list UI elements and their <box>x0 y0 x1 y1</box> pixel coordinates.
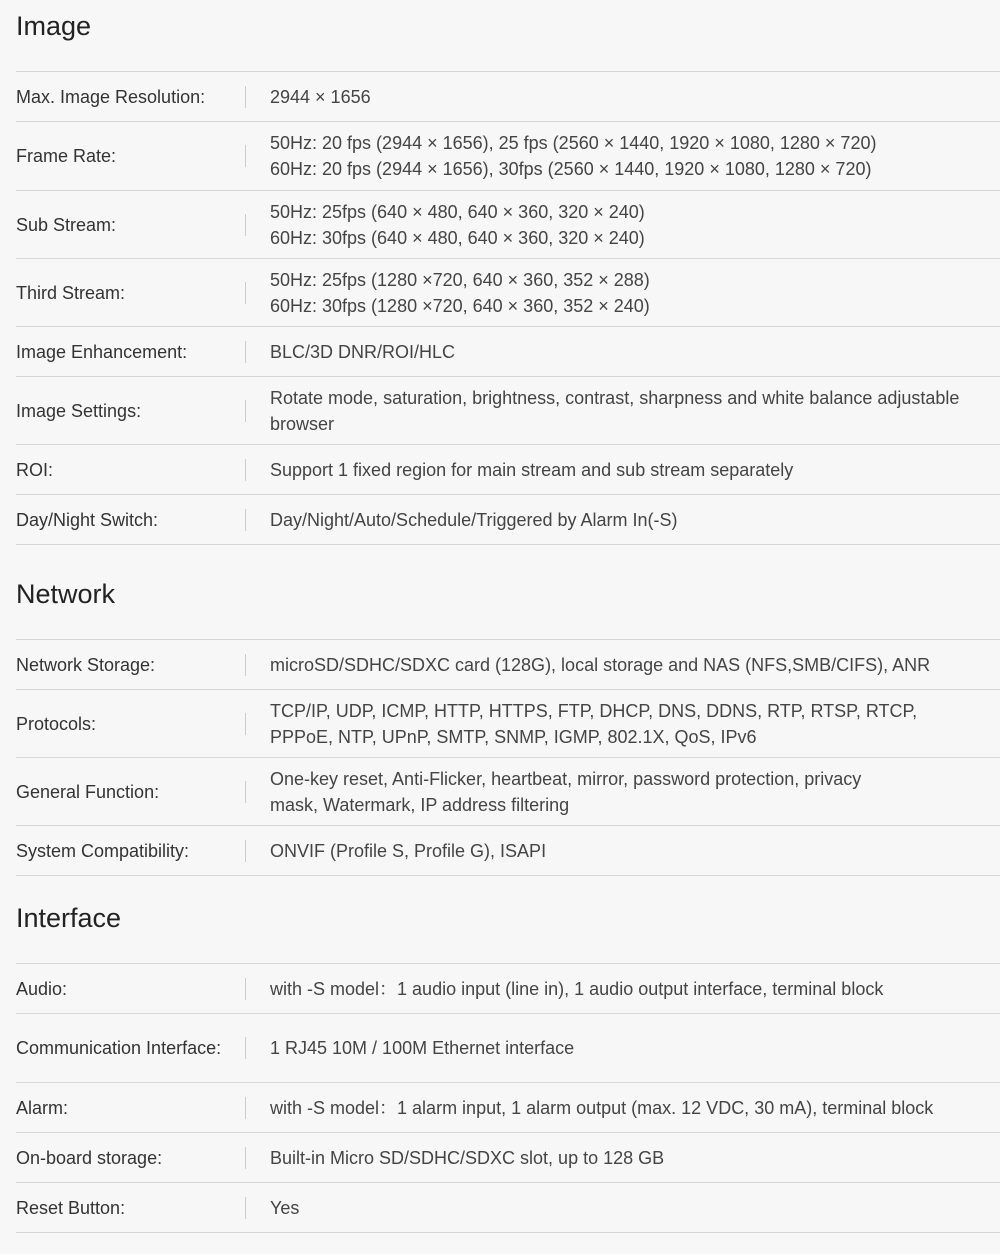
spec-label: Communication Interface: <box>16 1038 222 1058</box>
spec-label: Third Stream: <box>16 282 126 303</box>
spec-value-line: browser <box>270 413 335 434</box>
spec-table-network <box>16 639 1000 876</box>
row-divider <box>245 86 246 108</box>
spec-value <box>246 84 1000 110</box>
row-divider <box>245 654 246 676</box>
spec-value <box>246 1095 1000 1121</box>
spec-label: Sub Stream: <box>16 214 117 235</box>
spec-label: On-board storage: <box>16 1147 163 1168</box>
row-divider <box>245 1097 246 1119</box>
spec-value <box>246 652 1000 678</box>
row-divider <box>245 145 246 167</box>
spec-value-line: 1 RJ45 10M / 100M Ethernet interface <box>270 1038 575 1058</box>
spec-value-line: 2944 × 1656 <box>270 86 371 107</box>
spec-row-image-enhancement <box>16 327 1000 377</box>
spec-value-line: 50Hz: 25fps (640 × 480, 640 × 360, 320 × 240) <box>270 201 645 222</box>
spec-row-max-image-resolution <box>16 72 1000 122</box>
row-divider <box>245 509 246 531</box>
spec-value-line: microSD/SDHC/SDXC card (128G), local storage and NAS (NFS,SMB/CIFS), ANR <box>270 654 931 675</box>
spec-label: System Compatibility: <box>16 840 190 861</box>
spec-value-line: mask, Watermark, IP address filtering <box>270 794 570 815</box>
spec-label: Audio: <box>16 978 68 999</box>
spec-value-line: 60Hz: 30fps (640 × 480, 640 × 360, 320 × 240) <box>270 227 645 248</box>
spec-row-audio <box>16 964 1000 1014</box>
spec-label: Image Enhancement: <box>16 341 188 362</box>
spec-value <box>246 457 1000 483</box>
spec-value-line: Day/Night/Auto/Schedule/Triggered by Alarm In(-S) <box>270 509 678 530</box>
spec-row-sub-stream <box>16 191 1000 259</box>
spec-label: Day/Night Switch: <box>16 509 159 530</box>
spec-table-interface <box>16 963 1000 1233</box>
spec-value <box>246 838 1000 864</box>
spec-value-line: with -S model：1 alarm input, 1 alarm output (max. 12 VDC, 30 mA), terminal block <box>270 1097 934 1118</box>
row-divider <box>245 781 246 803</box>
spec-row-frame-rate <box>16 122 1000 191</box>
spec-label: Reset Button: <box>16 1197 126 1218</box>
spec-value-line: 50Hz: 20 fps (2944 × 1656), 25 fps (2560 × 1440, 1920 × 1080, 1280 × 720) <box>270 133 877 153</box>
section-title-network: Network <box>16 579 116 609</box>
spec-row-protocols <box>16 690 1000 758</box>
spec-row-general-function <box>16 758 1000 826</box>
spec-value <box>246 1195 1000 1221</box>
spec-value <box>246 199 1000 251</box>
spec-value <box>246 976 1000 1002</box>
spec-label: ROI: <box>16 459 54 480</box>
spec-row-on-board-storage <box>16 1133 1000 1183</box>
spec-row-alarm <box>16 1083 1000 1133</box>
spec-row-reset-button <box>16 1183 1000 1233</box>
spec-label: Protocols: <box>16 713 97 734</box>
spec-row-day-night-switch <box>16 495 1000 545</box>
row-divider <box>245 1197 246 1219</box>
spec-value-line: 60Hz: 20 fps (2944 × 1656), 30fps (2560 × 1440, 1920 × 1080, 1280 × 720) <box>270 159 872 179</box>
spec-value-line: TCP/IP, UDP, ICMP, HTTP, HTTPS, FTP, DHCP, DNS, DDNS, RTP, RTSP, RTCP, <box>270 700 918 721</box>
spec-value <box>246 1145 1000 1171</box>
spec-value-line: ONVIF (Profile S, Profile G), ISAPI <box>270 840 547 861</box>
spec-value-line: One-key reset, Anti-Flicker, heartbeat, mirror, password protection, privacy <box>270 768 862 789</box>
spec-label: Image Settings: <box>16 400 142 421</box>
spec-value-line: PPPoE, NTP, UPnP, SMTP, SNMP, IGMP, 802.1X, QoS, IPv6 <box>270 726 757 747</box>
spec-value <box>246 507 1000 533</box>
spec-value-line: with -S model：1 audio input (line in), 1 audio output interface, terminal block <box>270 978 884 999</box>
spec-value <box>246 1035 1000 1061</box>
row-divider <box>245 1037 246 1059</box>
spec-value-line: 50Hz: 25fps (1280 ×720, 640 × 360, 352 × 288) <box>270 269 650 290</box>
row-divider <box>245 713 246 735</box>
row-divider <box>245 1147 246 1169</box>
spec-label: General Function: <box>16 781 160 802</box>
spec-table-image <box>16 71 1000 545</box>
section-title-image: Image <box>16 11 92 41</box>
row-divider <box>245 214 246 236</box>
spec-value <box>246 698 1000 750</box>
row-divider <box>245 978 246 1000</box>
spec-value <box>246 267 1000 319</box>
spec-row-roi <box>16 445 1000 495</box>
row-divider <box>245 840 246 862</box>
spec-value-line: Yes <box>270 1197 300 1218</box>
spec-value-line: Support 1 fixed region for main stream and sub stream separately <box>270 459 794 480</box>
spec-value <box>246 339 1000 365</box>
spec-row-network-storage <box>16 640 1000 690</box>
row-divider <box>245 400 246 422</box>
row-divider <box>245 341 246 363</box>
spec-row-third-stream <box>16 259 1000 327</box>
spec-row-system-compatibility <box>16 826 1000 876</box>
spec-label: Alarm: <box>16 1097 69 1118</box>
section-title-interface: Interface <box>16 903 122 933</box>
spec-value-line: 60Hz: 30fps (1280 ×720, 640 × 360, 352 × 240) <box>270 295 650 316</box>
spec-value-line: Rotate mode, saturation, brightness, contrast, sharpness and white balance adjustable <box>270 387 960 408</box>
spec-label: Network Storage: <box>16 654 156 675</box>
row-divider <box>245 282 246 304</box>
spec-value <box>246 130 1000 182</box>
spec-value-line: BLC/3D DNR/ROI/HLC <box>270 341 456 362</box>
spec-label: Max. Image Resolution: <box>16 86 206 107</box>
spec-value-line: Built-in Micro SD/SDHC/SDXC slot, up to 128 GB <box>270 1147 665 1168</box>
row-divider <box>245 459 246 481</box>
spec-row-image-settings <box>16 377 1000 445</box>
spec-value <box>246 766 1000 818</box>
spec-label: Frame Rate: <box>16 146 117 166</box>
spec-value <box>246 385 1000 437</box>
spec-row-communication-interface <box>16 1014 1000 1083</box>
